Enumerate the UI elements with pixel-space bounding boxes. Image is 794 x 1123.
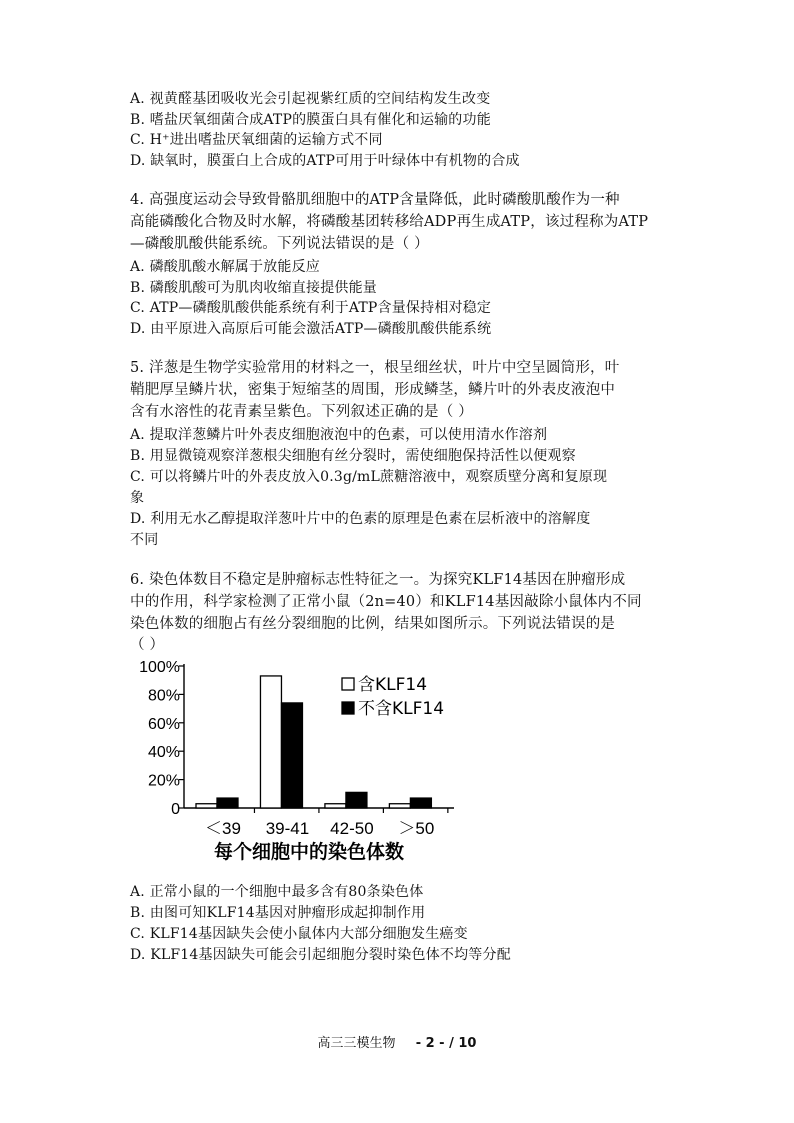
chromosome-bar-chart xyxy=(128,650,468,872)
q6-stem-line-1: 6. 染色体数目不稳定是肿瘤标志性特征之一。为探究KLF14基因在肿瘤形成 xyxy=(130,572,626,588)
bar xyxy=(217,798,238,808)
q3-option-c: C. H⁺进出嗜盐厌氧细菌的运输方式不同 xyxy=(130,132,383,148)
legend-swatch xyxy=(342,702,354,714)
q4-option-a: A. 磷酸肌酸水解属于放能反应 xyxy=(130,259,321,275)
legend-swatch xyxy=(342,678,354,690)
q6-stem-line-4: （ ） xyxy=(130,637,165,653)
chart-svg xyxy=(128,650,468,872)
q4-stem-line-2: 高能磷酸化合物及时水解，将磷酸基团转移给ADP再生成ATP，该过程称为ATP xyxy=(130,214,649,230)
bar xyxy=(389,804,410,808)
q3-option-b: B. 嗜盐厌氧细菌合成ATP的膜蛋白具有催化和运输的功能 xyxy=(130,112,491,128)
q5-option-c: C. 可以将鳞片叶的外表皮放入0.3g/mL蔗糖溶液中，观察质壁分离和复原现 xyxy=(130,469,608,485)
q5-stem-line-2: 鞘肥厚呈鳞片状，密集于短缩茎的周围，形成鳞茎，鳞片叶的外表皮液泡中 xyxy=(130,382,616,398)
y-tick-label: 60% xyxy=(147,715,180,733)
legend-label: 不含KLF14 xyxy=(358,699,445,719)
x-tick-label: 42-50 xyxy=(330,819,374,838)
x-tick-label: ＜39 xyxy=(205,819,241,838)
y-tick-label: 80% xyxy=(147,687,180,705)
q5-stem-line-3: 含有水溶性的花青素呈紫色。下列叙述正确的是（ ） xyxy=(130,404,473,420)
y-tick-label: 20% xyxy=(147,772,180,790)
q5-option-a: A. 提取洋葱鳞片叶外表皮细胞液泡中的色素，可以使用清水作溶剂 xyxy=(130,427,548,443)
bar xyxy=(410,798,431,808)
q6-option-c: C. KLF14基因缺失会使小鼠体内大部分细胞发生癌变 xyxy=(130,926,468,942)
q4-option-c: C. ATP—磷酸肌酸供能系统有利于ATP含量保持相对稳定 xyxy=(130,300,492,316)
q4-option-b: B. 磷酸肌酸可为肌肉收缩直接提供能量 xyxy=(130,280,377,296)
q4-stem-line-1: 4. 高强度运动会导致骨骼肌细胞中的ATP含量降低，此时磷酸肌酸作为一种 xyxy=(130,192,620,208)
q6-option-a: A. 正常小鼠的一个细胞中最多含有80条染色体 xyxy=(130,884,424,900)
bar xyxy=(281,703,302,808)
q5-stem-line-1: 5. 洋葱是生物学实验常用的材料之一，根呈细丝状，叶片中空呈圆筒形，叶 xyxy=(130,360,620,376)
q6-stem-line-2: 中的作用，科学家检测了正常小鼠（2n=40）和KLF14基因敲除小鼠体内不同 xyxy=(130,594,642,610)
page-footer xyxy=(0,1032,794,1051)
y-tick-label: 100% xyxy=(139,659,180,676)
q5-option-c-cont: 象 xyxy=(130,490,145,506)
bar xyxy=(196,804,217,808)
q3-option-d: D. 缺氧时，膜蛋白上合成的ATP可用于叶绿体中有机物的合成 xyxy=(130,153,520,169)
q6-option-b: B. 由图可知KLF14基因对肿瘤形成起抑制作用 xyxy=(130,905,426,921)
q6-stem-line-3: 染色体数的细胞占有丝分裂细胞的比例，结果如图所示。下列说法错误的是 xyxy=(130,616,616,632)
y-tick-label: 40% xyxy=(147,744,180,762)
q5-option-d-cont: 不同 xyxy=(130,532,159,548)
q4-stem-line-3: —磷酸肌酸供能系统。下列说法错误的是（ ） xyxy=(130,236,429,252)
bar xyxy=(346,792,367,808)
x-tick-label: ＞50 xyxy=(398,819,435,838)
y-tick-label: 0 xyxy=(171,801,180,818)
q5-option-b: B. 用显微镜观察洋葱根尖细胞有丝分裂时，需使细胞保持活性以便观察 xyxy=(130,448,576,464)
bar xyxy=(260,676,281,808)
footer-subject: 高三三模生物 xyxy=(317,1036,396,1051)
q6-option-d: D. KLF14基因缺失可能会引起细胞分裂时染色体不均等分配 xyxy=(130,947,511,963)
q3-option-a: A. 视黄醛基团吸收光会引起视紫红质的空间结构发生改变 xyxy=(130,91,491,107)
bar xyxy=(325,804,346,808)
q4-option-d: D. 由平原进入高原后可能会激活ATP—磷酸肌酸供能系统 xyxy=(130,321,492,337)
legend-label: 含KLF14 xyxy=(358,675,428,695)
x-axis-label: 每个细胞中的染色体数 xyxy=(213,841,405,863)
footer-page-number: - 2 - / 10 xyxy=(415,1036,477,1051)
x-tick-label: 39-41 xyxy=(265,819,310,838)
q5-option-d: D. 利用无水乙醇提取洋葱叶片中的色素的原理是色素在层析液中的溶解度 xyxy=(130,511,591,527)
